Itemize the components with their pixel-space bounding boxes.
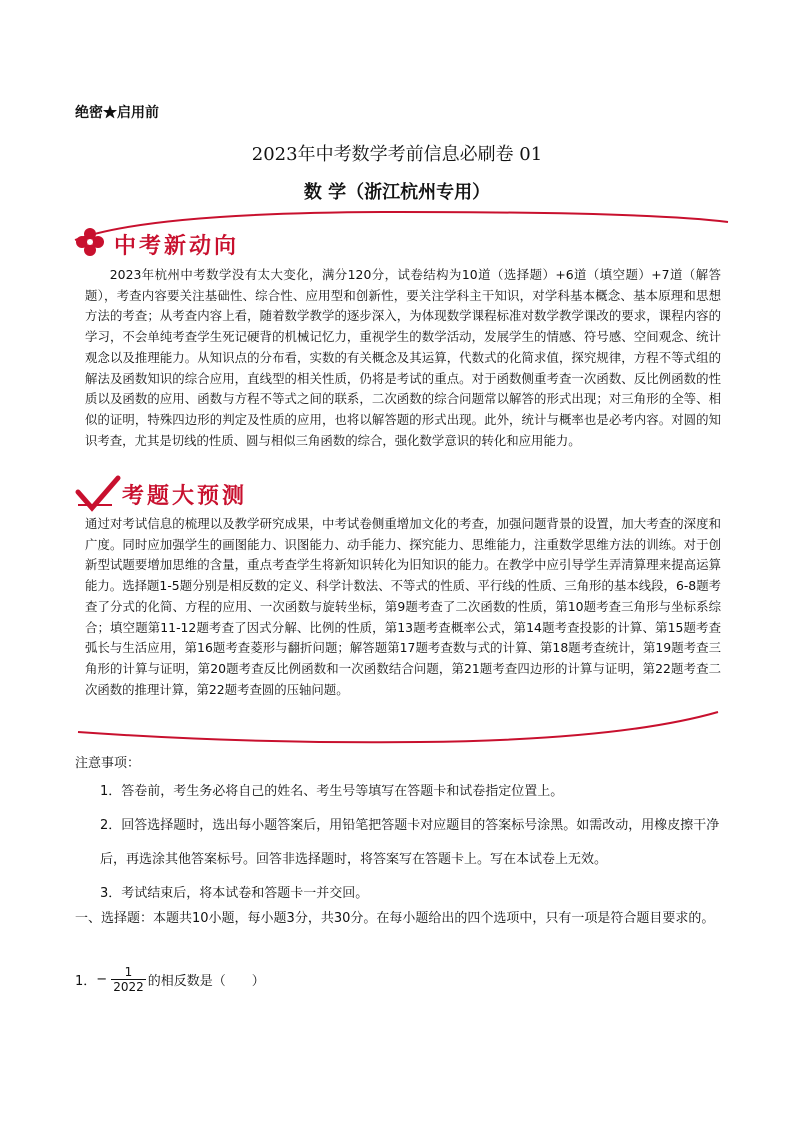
choice-section-title: 一、选择题：本题共10小题，每小题3分，共30分。在每小题给出的四个选项中，只有一项是符合题目要求的。: [75, 911, 715, 926]
notes-title: 注意事项：: [75, 756, 141, 771]
fraction: [111, 965, 146, 994]
note-item-2: 2．回答选择题时，选出每小题答案后，用铅笔把答题卡对应题目的答案标号涂黑。如需改动，用橡皮擦干净后，再选涂其他答案标号。回答非选择题时，将答案写在答题卡上。写在本试卷上无效。: [100, 818, 720, 867]
question-number: 1．: [75, 974, 97, 989]
question-1: [75, 965, 265, 994]
note-item-1: 1．答卷前，考生务必将自己的姓名、考生号等填写在答题卡和试卷指定位置上。: [100, 784, 564, 799]
section-heading-new-trends: 中考新动向: [114, 234, 240, 259]
question-text: 的相反数是（ ）: [147, 974, 265, 989]
section-heading-predictions: 考题大预测: [122, 484, 248, 509]
exam-subtitle: 数 学（浙江杭州专用）: [303, 182, 491, 203]
exam-title: 2023年中考数学考前信息必刷卷 01: [251, 144, 543, 165]
confidential-label: 绝密★启用前: [75, 105, 159, 121]
new-trends-paragraph: 2023年杭州中考数学没有太大变化，满分120分，试卷结构为10道（选择题）+6道（填空题）+7道（解答题），考查内容要关注基础性、综合性、应用型和创新性，要关注学科主干知识，对学科基本概念、基本原理和思想方法的考查；从考查内容上看，随着数学教学的逐步深入，为体现数学课程标准对数学教学课改的要求，课程内容的学习，不会单纯考查学生死记硬背的机械记忆力，重视学生的数学活动，发展学生的情感、符号感、空间观念、统计观念以及推理能力。从知识点的分布看，实数的有关概念及其运算，代数式的化简求值，探究规律，方程不等式组的解法及函数知识的综合应用，直线型的相关性质，仍将是考试的重点。对于函数侧重考查一次函数、反比例函数的性质以及函数的应用、函数与方程不等式之间的联系，二次函数的综合问题常以解答的形式出现；对三角形的全等、相似的证明，特殊四边形的判定及性质的应用，也将以解答题的形式出现。此外，统计与概率也是必考内容。对圆的知识考查，尤其是切线的性质、圆与相似三角函数的综合，强化数学意识的转化和应用能力。: [85, 267, 721, 448]
fraction-denominator: 2022: [113, 980, 144, 994]
section-body-new-trends: [85, 265, 721, 451]
check-icon: [78, 478, 118, 508]
negative-sign: −: [96, 972, 108, 987]
note-item-3: 3．考试结束后，将本试卷和答题卡一并交回。: [100, 886, 369, 901]
predictions-paragraph: 通过对考试信息的梳理以及教学研究成果，中考试卷侧重增加文化的考查，加强问题背景的设置，加大考查的深度和广度。同时应加强学生的画图能力、识图能力、动手能力、探究能力、思维能力，注重数学思维方法的训练。对于创新型试题要增加思维的含量，重点考查学生将新知识转化为旧知识的能力。在教学中应引导学生弄清算理来提高运算能力。选择题1-5题分别是相反数的定义、科学计数法、不等式的性质、平行线的性质、三角形的基本线段，6-8题考查了分式的化简、方程的应用、一次函数与旋转坐标，第9题考查了二次函数的性质，第10题考查三角形与坐标系综合；填空题第11-12题考查了因式分解、比例的性质，第13题考查概率公式，第14题考查投影的计算、第15题考查弧长与生活应用，第16题考查菱形与翻折问题；解答题第17题考查数与式的计算、第18题考查统计，第19题考查三角形的计算与证明，第20题考查反比例函数和一次函数结合问题，第21题考查四边形的计算与证明，第22题考查二次函数的推理计算，第22题考查圆的压轴问题。: [85, 516, 721, 697]
fraction-numerator: 1: [124, 965, 133, 979]
bottom-frame-arc: [78, 712, 718, 742]
section-body-predictions: [85, 514, 721, 700]
